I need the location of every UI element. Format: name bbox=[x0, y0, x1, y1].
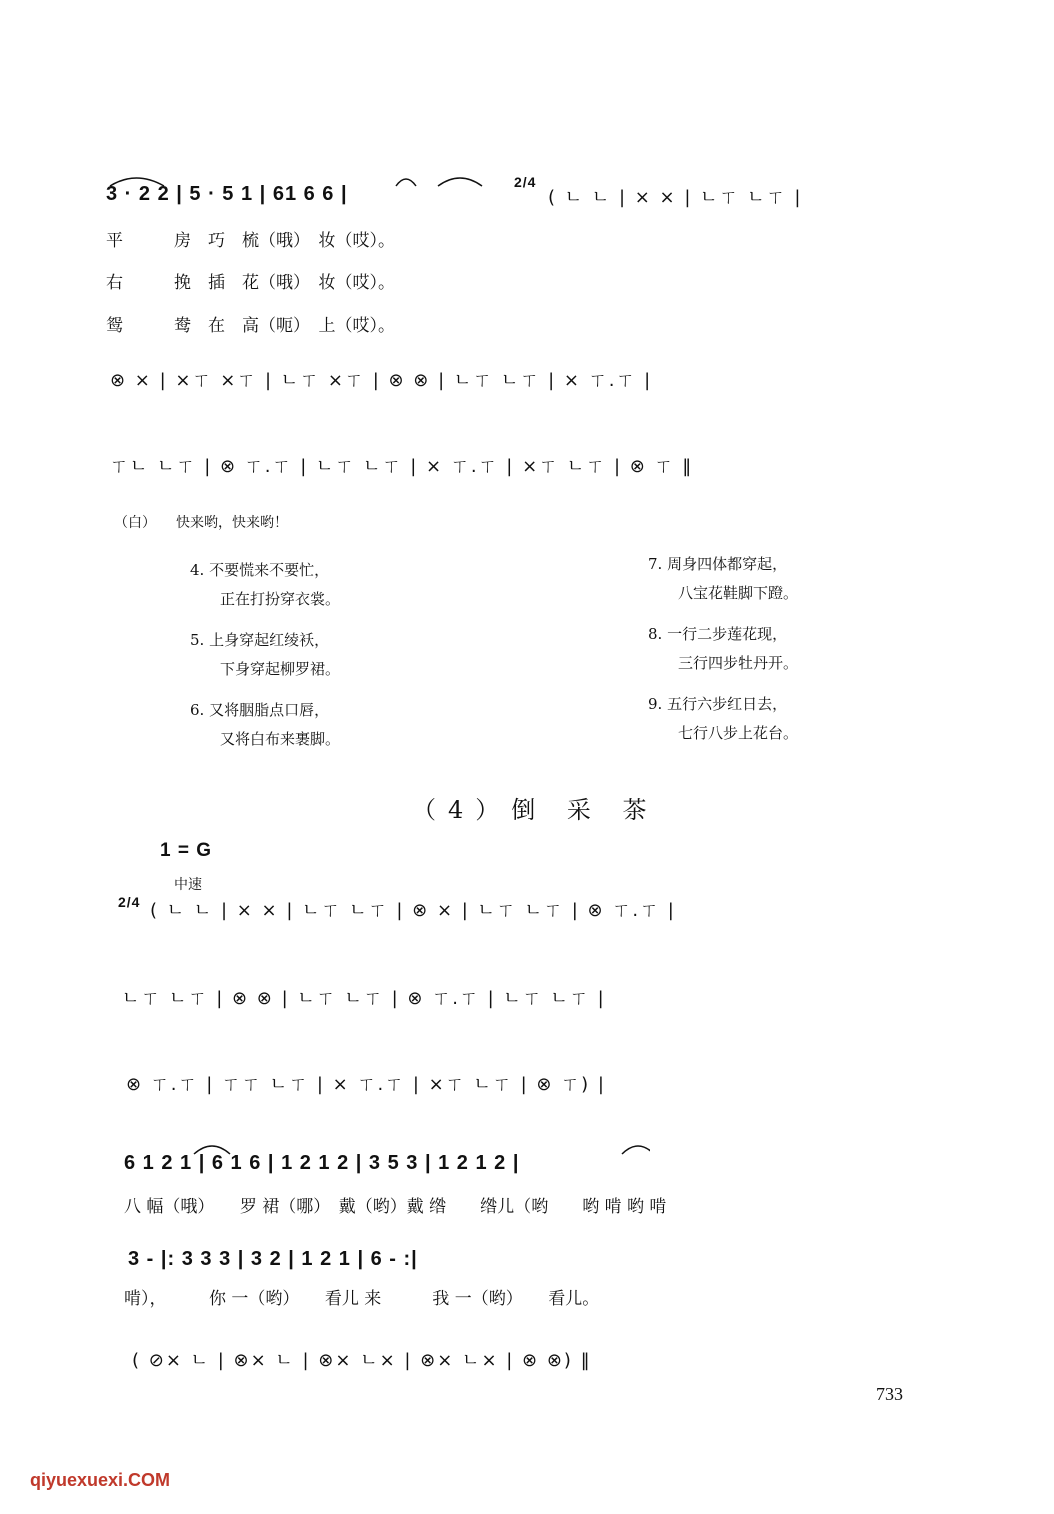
verse-line: 正在打扮穿衣裳。 bbox=[220, 590, 341, 608]
verse-line: 上身穿起红绫袄， bbox=[209, 631, 330, 649]
lyric-line-3: 鸳 鸯 在 高（呃） 上（哎）。 bbox=[106, 316, 395, 336]
verse-8 bbox=[648, 620, 798, 678]
verse-number: 9. bbox=[648, 695, 663, 713]
verse-6 bbox=[190, 696, 340, 754]
verse-line: 八宝花鞋脚下蹬。 bbox=[678, 584, 799, 602]
verse-4 bbox=[190, 556, 340, 614]
verse-number: 6. bbox=[190, 701, 205, 719]
melody-line-2: 6 1 2 1 | 6 1 6 | 1 2 1 2 | 3 5 3 | 1 2 1 2 | bbox=[124, 1152, 520, 1174]
watermark: qiyuexuexi.COM bbox=[30, 1470, 171, 1490]
lyric-line-4: 八 幅（哦） 罗 裙（哪） 戴（哟）戴 绺 绺儿（哟 哟 啃 哟 啃 bbox=[124, 1197, 667, 1217]
lyric-line-2: 右 挽 插 花（哦） 妆（哎）。 bbox=[106, 273, 395, 293]
lyric-line-5: 啃）， 你 一（哟） 看儿 来 我 一（哟） 看儿。 bbox=[124, 1289, 600, 1309]
verse-line: 不要慌来不要忙， bbox=[209, 561, 330, 579]
verse-line: 又将白布来裹脚。 bbox=[220, 730, 341, 748]
percussion-line-6: ⊗ ㄒ.ㄒ | ㄒㄒ ㄴㄒ | × ㄒ.ㄒ | ×ㄒ ㄴㄒ | ⊗ ㄒ) | bbox=[126, 1074, 606, 1095]
key-signature: 1 = G bbox=[160, 840, 212, 861]
percussion-line-3: ㄒㄴ ㄴㄒ | ⊗ ㄒ.ㄒ | ㄴㄒ ㄴㄒ | × ㄒ.ㄒ | ×ㄒ ㄴㄒ | ⊗ ㄒ ‖ bbox=[110, 456, 694, 477]
page-number: 733 bbox=[876, 1384, 903, 1404]
tempo-marking: 中速 bbox=[174, 877, 202, 893]
spoken-text: 快来哟，快来哟！ bbox=[176, 515, 288, 531]
verse-line: 下身穿起柳罗裙。 bbox=[220, 660, 341, 678]
time-signature-2: 2/4 bbox=[118, 894, 141, 910]
verse-9 bbox=[648, 690, 798, 748]
verse-line: 又将胭脂点口唇， bbox=[209, 701, 330, 719]
verse-number: 4. bbox=[190, 561, 205, 579]
percussion-line-7: ( ⊘× ㄴ | ⊗× ㄴ | ⊗× ㄴ× | ⊗× ㄴ× | ⊗ ⊗) ‖ bbox=[132, 1350, 592, 1371]
verse-7 bbox=[648, 550, 798, 608]
melody-line-3: 3 - |: 3 3 3 | 3 2 | 1 2 1 | 6 - :| bbox=[128, 1248, 418, 1270]
percussion-line-5: ㄴㄒ ㄴㄒ | ⊗ ⊗ | ㄴㄒ ㄴㄒ | ⊗ ㄒ.ㄒ | ㄴㄒ ㄴㄒ | bbox=[122, 988, 606, 1009]
verse-line: 三行四步牡丹开。 bbox=[678, 654, 799, 672]
verse-number: 7. bbox=[648, 555, 663, 573]
percussion-line-1: ( ㄴ ㄴ | × × | ㄴㄒ ㄴㄒ | bbox=[548, 187, 803, 208]
time-signature-1: 2/4 bbox=[514, 174, 537, 190]
percussion-line-2: ⊗ × | ×ㄒ ×ㄒ | ㄴㄒ ×ㄒ | ⊗ ⊗ | ㄴㄒ ㄴㄒ | × ㄒ.ㄒ | bbox=[110, 370, 653, 391]
verse-line: 五行六步红日去， bbox=[667, 695, 788, 713]
lyric-line-1: 平 房 巧 梳（哦） 妆（哎）。 bbox=[106, 231, 395, 251]
verse-line: 七行八步上花台。 bbox=[678, 724, 799, 742]
verse-5 bbox=[190, 626, 340, 684]
percussion-line-4: ( ㄴ ㄴ | × × | ㄴㄒ ㄴㄒ | ⊗ × | ㄴㄒ ㄴㄒ | ⊗ ㄒ.ㄒ | bbox=[150, 900, 676, 921]
song-title: （4）倒 采 茶 bbox=[412, 796, 659, 824]
verse-number: 5. bbox=[190, 631, 205, 649]
verse-line: 周身四体都穿起， bbox=[667, 555, 788, 573]
spoken-label: （白） bbox=[114, 515, 156, 531]
verse-number: 8. bbox=[648, 625, 663, 643]
melody-line-1: 3 · 2 2 | 5 · 5 1 | 61 6 6 | bbox=[106, 183, 348, 205]
verse-line: 一行二步莲花现， bbox=[667, 625, 788, 643]
